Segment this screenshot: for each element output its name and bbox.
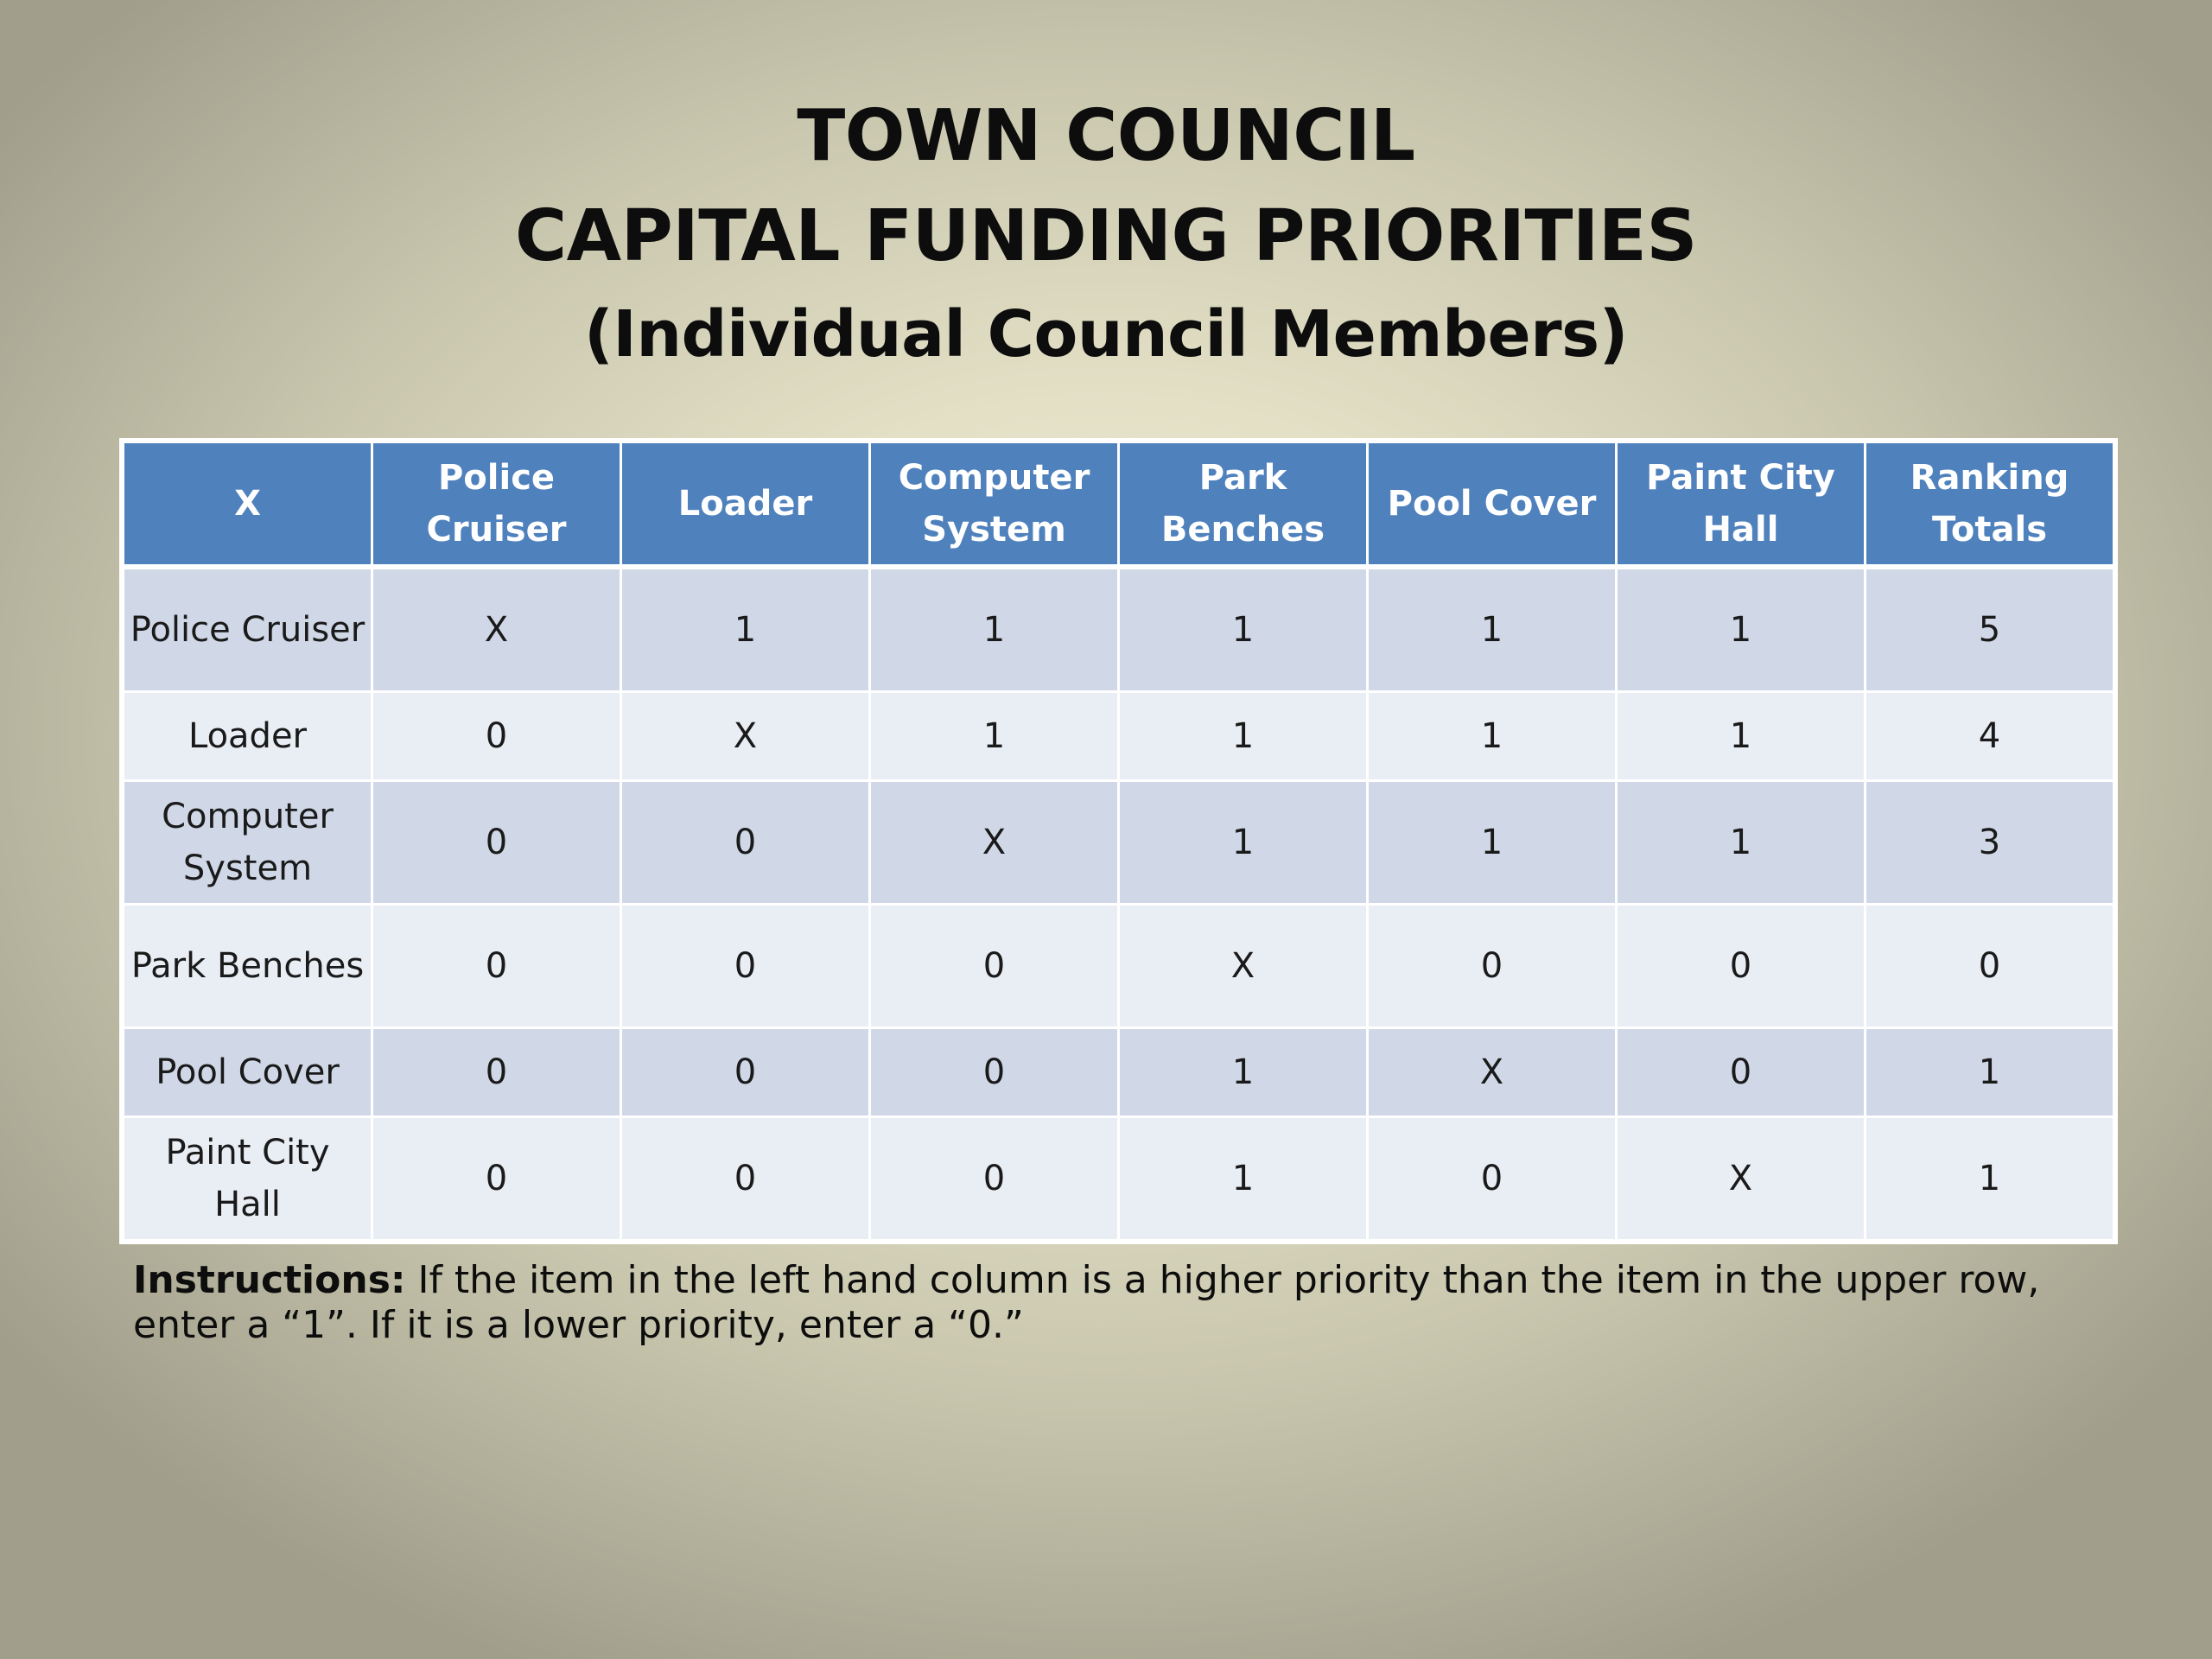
table-cell: 0 (372, 1028, 621, 1117)
row-label: Paint City Hall (124, 1117, 372, 1241)
table-cell: 0 (621, 1117, 870, 1241)
slide-title (0, 86, 2212, 382)
header-police-cruiser: Police Cruiser (372, 442, 621, 568)
table-cell: 0 (1617, 905, 1866, 1028)
instructions-text (133, 1258, 2112, 1348)
table-cell: 0 (1368, 1117, 1617, 1241)
table-row (124, 781, 2114, 905)
row-label: Park Benches (124, 905, 372, 1028)
ranking-total-cell: 1 (1866, 1028, 2114, 1117)
table-cell: 1 (1368, 692, 1617, 781)
table-cell: X (621, 692, 870, 781)
ranking-total-cell: 0 (1866, 905, 2114, 1028)
table-cell: 0 (372, 905, 621, 1028)
instructions-label: Instructions: (133, 1258, 406, 1302)
table-cell: X (870, 781, 1119, 905)
table-cell: 0 (870, 1028, 1119, 1117)
table-cell: 1 (621, 567, 870, 692)
table-cell: 0 (870, 905, 1119, 1028)
table-cell: 0 (870, 1117, 1119, 1241)
ranking-total-cell: 1 (1866, 1117, 2114, 1241)
table-cell: 0 (621, 1028, 870, 1117)
table-cell: 1 (1119, 692, 1368, 781)
table-cell: 0 (621, 905, 870, 1028)
table-cell: 1 (1368, 567, 1617, 692)
table-cell: 1 (1617, 781, 1866, 905)
table-header-row (124, 442, 2114, 568)
ranking-total-cell: 4 (1866, 692, 2114, 781)
table-cell: 1 (1119, 1117, 1368, 1241)
header-computer-system: Computer System (870, 442, 1119, 568)
table-cell: 1 (1617, 692, 1866, 781)
header-park-benches: Park Benches (1119, 442, 1368, 568)
instructions-body: If the item in the left hand column is a higher priority than the item in the upper row, enter a “1”. If it is a lower priority, enter a “0.” (133, 1258, 2040, 1347)
table-cell: 0 (1617, 1028, 1866, 1117)
priority-matrix-table (122, 441, 2115, 1242)
header-loader: Loader (621, 442, 870, 568)
table-cell: 1 (870, 567, 1119, 692)
header-ranking-totals: Ranking Totals (1866, 442, 2114, 568)
table-cell: X (1368, 1028, 1617, 1117)
table-row (124, 567, 2114, 692)
table-row (124, 905, 2114, 1028)
table-cell: X (1617, 1117, 1866, 1241)
table-cell: 1 (1119, 781, 1368, 905)
row-label: Computer System (124, 781, 372, 905)
table-row (124, 1117, 2114, 1241)
table-cell: 1 (1368, 781, 1617, 905)
header-pool-cover: Pool Cover (1368, 442, 1617, 568)
table-cell: 1 (1119, 1028, 1368, 1117)
table-cell: 1 (1119, 567, 1368, 692)
table-cell: 0 (372, 1117, 621, 1241)
row-label: Pool Cover (124, 1028, 372, 1117)
table-cell: X (372, 567, 621, 692)
table-cell: 1 (870, 692, 1119, 781)
row-label: Police Cruiser (124, 567, 372, 692)
table-row (124, 692, 2114, 781)
title-line-2: CAPITAL FUNDING PRIORITIES (515, 195, 1697, 277)
table-cell: 1 (1617, 567, 1866, 692)
header-paint-city-hall: Paint City Hall (1617, 442, 1866, 568)
row-label: Loader (124, 692, 372, 781)
title-line-3: (Individual Council Members) (583, 297, 1628, 372)
header-corner: X (124, 442, 372, 568)
table-cell: 0 (372, 781, 621, 905)
table-cell: 0 (372, 692, 621, 781)
table-cell: X (1119, 905, 1368, 1028)
table-cell: 0 (1368, 905, 1617, 1028)
table-cell: 0 (621, 781, 870, 905)
ranking-total-cell: 5 (1866, 567, 2114, 692)
title-line-1: TOWN COUNCIL (797, 95, 1415, 177)
ranking-total-cell: 3 (1866, 781, 2114, 905)
table-row (124, 1028, 2114, 1117)
